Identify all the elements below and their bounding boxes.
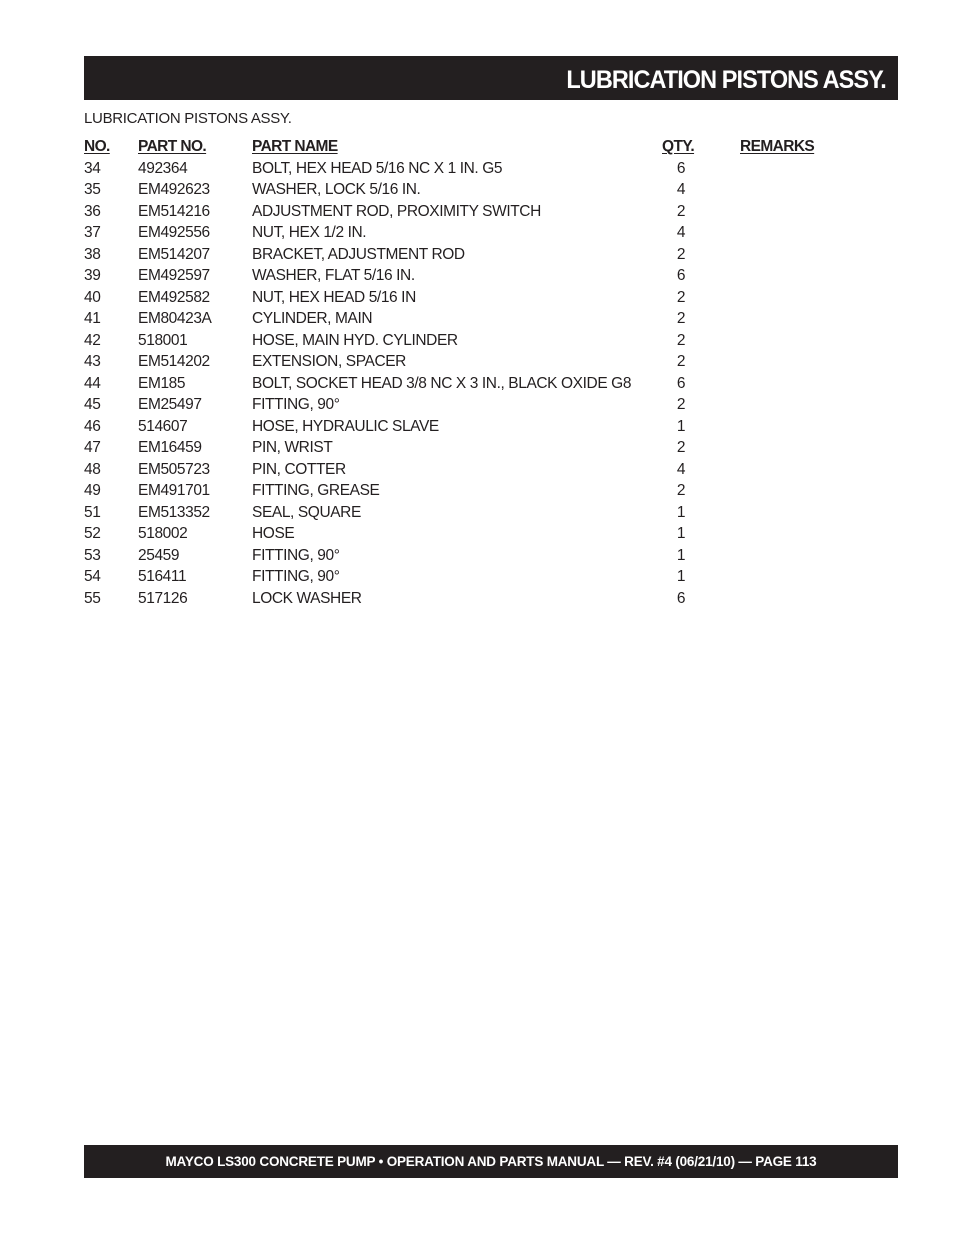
row-qty: 2 (676, 288, 686, 306)
row-part-name: BOLT, HEX HEAD 5/16 NC X 1 IN. G5 (252, 159, 503, 177)
table-row (84, 330, 854, 352)
table-row (84, 244, 854, 266)
row-qty: 1 (676, 546, 686, 564)
row-part-no: 517126 (138, 589, 188, 607)
row-part-no: EM514207 (138, 245, 210, 263)
row-part-name: SEAL, SQUARE (252, 503, 361, 521)
row-part-no: 518002 (138, 525, 188, 542)
row-part-name: LOCK WASHER (252, 589, 362, 607)
row-no: 36 (84, 202, 101, 220)
row-part-name: NUT, HEX 1/2 IN. (252, 224, 367, 241)
row-no: 47 (84, 439, 101, 456)
row-no: 45 (84, 396, 101, 413)
table-row (84, 416, 854, 438)
row-qty: 4 (676, 460, 686, 478)
column-header-part-name: PART NAME (252, 138, 338, 155)
row-part-no: EM514216 (138, 202, 210, 220)
table-row (84, 158, 854, 180)
table-row (84, 566, 854, 588)
row-no: 41 (84, 310, 101, 327)
table-row (84, 480, 854, 502)
table-row (84, 394, 854, 416)
table-row (84, 287, 854, 309)
table-row (84, 222, 854, 244)
row-part-no: EM16459 (138, 439, 202, 456)
row-part-name: FITTING, 90° (252, 568, 340, 585)
table-row (84, 373, 854, 395)
row-part-no: EM491701 (138, 482, 210, 499)
row-no: 54 (84, 568, 101, 585)
row-qty: 6 (676, 159, 686, 177)
row-qty: 2 (676, 353, 686, 370)
row-qty: 1 (676, 503, 686, 521)
parts-list-table (84, 136, 854, 609)
table-row (84, 588, 854, 610)
row-qty: 2 (676, 396, 686, 413)
table-row (84, 351, 854, 373)
row-no: 46 (84, 417, 101, 435)
table-body (84, 158, 854, 610)
row-no: 39 (84, 267, 101, 284)
row-part-name: FITTING, 90° (252, 546, 340, 564)
row-part-name: PIN, WRIST (252, 439, 333, 456)
row-part-no: EM80423A (138, 310, 212, 327)
row-part-name: BOLT, SOCKET HEAD 3/8 NC X 3 IN., BLACK OXIDE G8 (252, 374, 632, 392)
table-row (84, 179, 854, 201)
row-qty: 1 (676, 417, 686, 435)
row-part-no: EM505723 (138, 460, 210, 478)
row-no: 42 (84, 331, 101, 349)
row-part-name: WASHER, FLAT 5/16 IN. (252, 267, 415, 284)
table-row (84, 265, 854, 287)
page-title: LUBRICATION PISTONS ASSY. (566, 66, 886, 94)
table-row (84, 523, 854, 545)
section-subtitle: LUBRICATION PISTONS ASSY. (84, 110, 292, 127)
row-part-no: 514607 (138, 417, 188, 435)
row-no: 43 (84, 353, 101, 370)
row-qty: 2 (676, 439, 686, 456)
row-part-name: HOSE, MAIN HYD. CYLINDER (252, 331, 458, 349)
row-no: 51 (84, 503, 101, 521)
row-no: 38 (84, 245, 101, 263)
row-part-no: EM185 (138, 374, 186, 392)
table-row (84, 545, 854, 567)
row-part-no: 518001 (138, 331, 188, 349)
row-part-no: EM492556 (138, 224, 210, 241)
row-part-no: 25459 (138, 546, 180, 564)
column-header-remarks: REMARKS (740, 138, 815, 155)
row-no: 49 (84, 482, 101, 499)
column-header-qty: QTY. (662, 138, 695, 155)
row-qty: 4 (676, 224, 686, 241)
row-no: 37 (84, 224, 101, 241)
table-row (84, 502, 854, 524)
footer-text: MAYCO LS300 CONCRETE PUMP • OPERATION AND PARTS MANUAL — REV. #4 (06/21/10) — PAGE 113 (165, 1154, 817, 1169)
row-no: 35 (84, 181, 101, 198)
row-no: 52 (84, 525, 101, 542)
row-qty: 2 (676, 482, 686, 499)
row-qty: 2 (676, 310, 686, 327)
row-no: 44 (84, 374, 101, 392)
row-part-no: 516411 (138, 568, 187, 585)
row-part-no: EM514202 (138, 353, 210, 370)
row-no: 48 (84, 460, 101, 478)
row-part-no: EM492597 (138, 267, 210, 284)
row-qty: 6 (676, 374, 686, 392)
table-row (84, 437, 854, 459)
row-part-no: EM492623 (138, 181, 210, 198)
row-part-no: 492364 (138, 159, 188, 177)
row-part-name: ADJUSTMENT ROD, PROXIMITY SWITCH (252, 202, 541, 220)
row-part-name: HOSE (252, 525, 295, 542)
row-qty: 1 (676, 525, 686, 542)
row-qty: 2 (676, 202, 686, 220)
row-part-name: FITTING, 90° (252, 396, 340, 413)
row-part-name: NUT, HEX HEAD 5/16 IN (252, 288, 416, 306)
row-part-name: BRACKET, ADJUSTMENT ROD (252, 245, 465, 263)
row-part-name: EXTENSION, SPACER (252, 353, 406, 370)
row-qty: 1 (676, 568, 686, 585)
table-row (84, 201, 854, 223)
row-part-name: PIN, COTTER (252, 460, 346, 478)
row-part-name: CYLINDER, MAIN (252, 310, 373, 327)
row-part-name: FITTING, GREASE (252, 482, 380, 499)
table-row (84, 459, 854, 481)
page-header-bar (84, 56, 898, 100)
row-qty: 2 (676, 331, 686, 349)
column-header-part-no: PART NO. (138, 138, 207, 155)
row-qty: 2 (676, 245, 686, 263)
row-no: 55 (84, 589, 101, 607)
row-no: 40 (84, 288, 101, 306)
column-header-no: NO. (84, 138, 110, 155)
row-qty: 6 (676, 589, 686, 607)
row-qty: 4 (676, 181, 686, 198)
row-part-name: WASHER, LOCK 5/16 IN. (252, 181, 421, 198)
row-part-no: EM25497 (138, 396, 202, 413)
row-no: 53 (84, 546, 101, 564)
row-qty: 6 (676, 267, 686, 284)
row-no: 34 (84, 159, 101, 177)
table-header-row (84, 136, 854, 158)
row-part-no: EM513352 (138, 503, 210, 521)
table-row (84, 308, 854, 330)
row-part-name: HOSE, HYDRAULIC SLAVE (252, 417, 439, 435)
row-part-no: EM492582 (138, 288, 210, 306)
page-footer-bar (84, 1145, 898, 1178)
